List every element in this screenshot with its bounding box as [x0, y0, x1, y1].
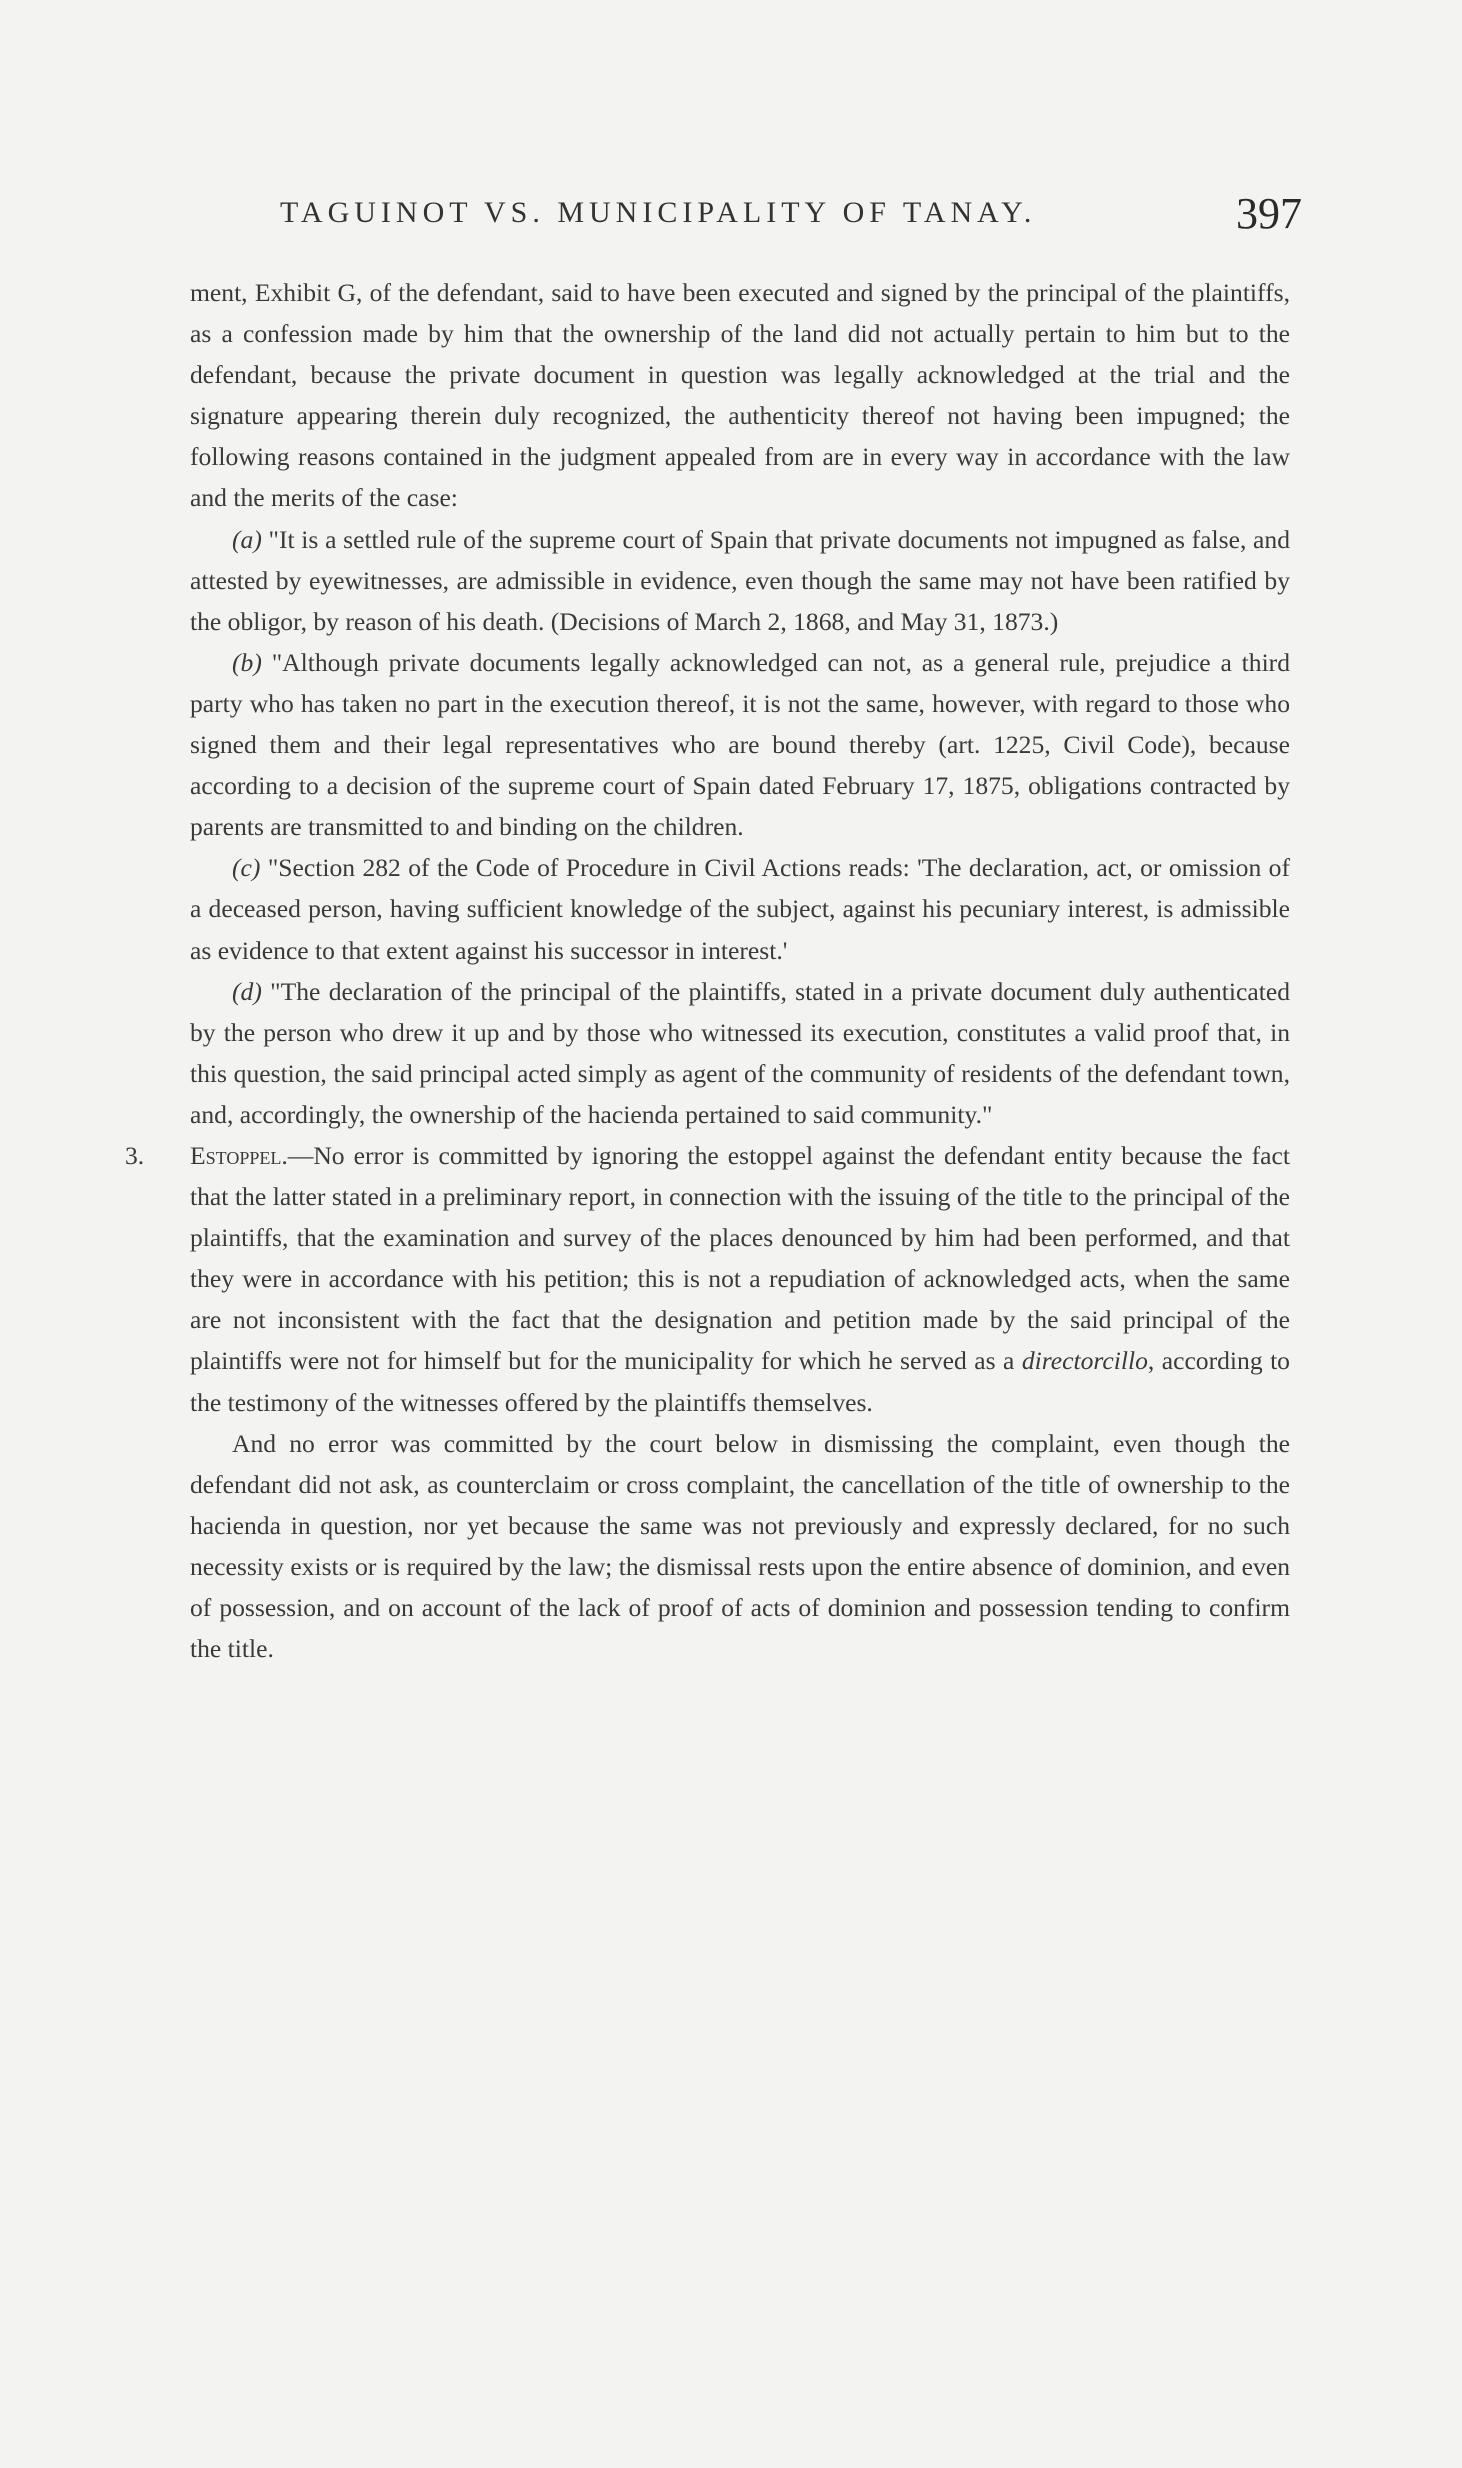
paragraph-b-text: "Although private documents legally acknowledged can not, as a general rule, prejudice a third party who has taken no part in the execution thereof, it is not the same, however, with regard to those who signed them and their legal representatives who are bound thereby (art. 1225, Civil Code), because according to a decision of the supreme court of Spain dated February 17, 1875, obligations contracted by parents are transmitted to and binding on the children.	[190, 647, 1290, 842]
paragraph-d	[190, 971, 1290, 1135]
page-number: 397	[1236, 189, 1302, 238]
page-header	[190, 188, 1302, 248]
paragraph-a-label: (a)	[232, 524, 262, 554]
closing-paragraph: And no error was committed by the court below in dismissing the complaint, even though the defendant did not ask, as counterclaim or cross complaint, the cancellation of the title of ownership to the hacienda in question, nor yet because the same was not previously and expressly declared, for no such necessity exists or is required by the law; the dismissal rests upon the entire absence of dominion, and even of possession, and on account of the lack of proof of acts of dominion and possession tending to confirm the title.	[190, 1428, 1290, 1664]
paragraph-continuation: ment, Exhibit G, of the defendant, said to have been executed and signed by the principal of the plaintiffs, as a confession made by him that the ownership of the land did not actually pertain to him but to the defendant, because the private document in question was legally acknowledged at the trial and the signature appearing therein duly recognized, the authenticity thereof not having been impugned; the following reasons contained in the judgment appealed from are in every way in accordance with the law and the merits of the case:	[190, 278, 1290, 513]
section-3-text-after: , according to the testimony of the witnesses offered by the plaintiffs themselves.	[190, 1346, 1290, 1417]
paragraph-c	[190, 847, 1290, 970]
section-3	[125, 1135, 1290, 1423]
section-3-text-before: —No error is committed by ignoring the estoppel against the defendant entity because the fact that the latter stated in a preliminary report, in connection with the issuing of the title to the principal of the plaintiffs, that the examination and survey of the places denounced by him had been performed, and that they were in accordance with his petition; this is not a repudiation of acknowledged acts, when the same are not inconsistent with the fact that the designation and petition made by the said principal of the plaintiffs were not for himself but for the municipality for which he served as a	[190, 1140, 1290, 1376]
paragraph-c-label: (c)	[232, 853, 261, 883]
section-3-heading: Estoppel.	[190, 1140, 288, 1170]
paragraph-d-label: (d)	[232, 976, 262, 1006]
paragraph-b-label: (b)	[232, 647, 262, 677]
paragraph-a-text: "It is a settled rule of the supreme court of Spain that private documents not impugned as false, and attested by eyewitnesses, are admissible in evidence, even though the same may not have been ratified by the obligor, by reason of his death. (Decisions of March 2, 1868, and May 31, 1873.)	[190, 524, 1290, 636]
section-3-italic-term: directorcillo	[1021, 1346, 1148, 1376]
running-head: TAGUINOT VS. MUNICIPALITY OF TANAY.	[280, 196, 1037, 229]
paragraph-b	[190, 642, 1290, 847]
section-3-number: 3.	[125, 1140, 145, 1170]
paragraph-c-text: "Section 282 of the Code of Procedure in Civil Actions reads: 'The declaration, act, or omission of a deceased person, having sufficient knowledge of the subject, against his pecuniary interest, is admissible as evidence to that extent against his successor in interest.'	[190, 853, 1290, 965]
paragraph-a	[190, 519, 1290, 642]
paragraph-d-text: "The declaration of the principal of the plaintiffs, stated in a private document duly authenticated by the person who drew it up and by those who witnessed its execution, constitutes a valid proof that, in this question, the said principal acted simply as agent of the community of residents of the defendant town, and, accordingly, the ownership of the hacienda pertained to said community."	[190, 976, 1290, 1129]
body-text	[125, 272, 1290, 1669]
